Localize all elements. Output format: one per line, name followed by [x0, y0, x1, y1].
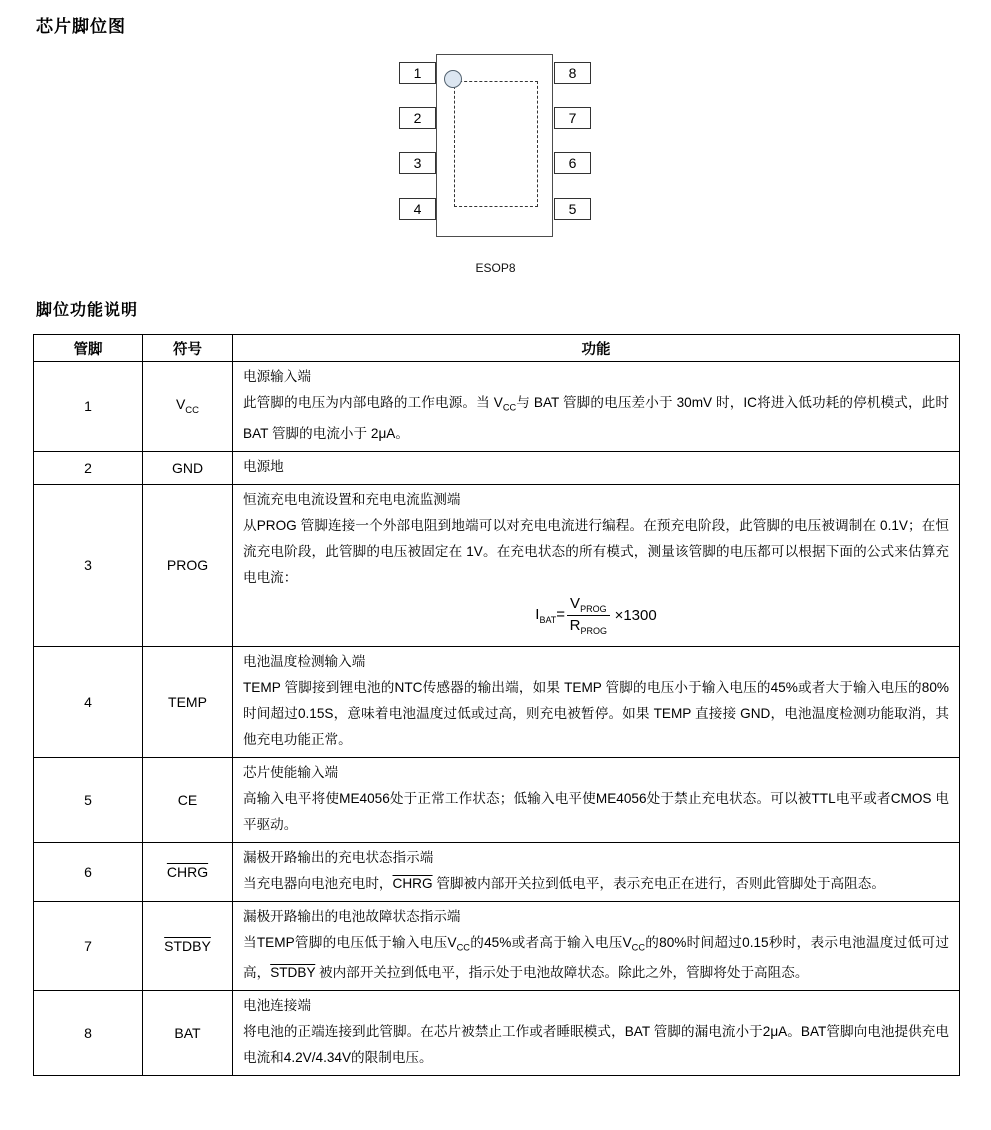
pin-number-cell: 8	[34, 991, 143, 1076]
function-description: 从PROG 管脚连接一个外部电阻到地端可以对充电电流进行编程。在预充电阶段，此管脚的电压被调制在 0.1V；在恒流充电阶段，此管脚的电压被固定在 1V。在充电状态的所有模式，测量该管脚的电压都可以根据下面的公式来估算充电电流：	[243, 517, 949, 585]
function-title: 漏极开路输出的充电状态指示端	[243, 849, 434, 865]
pin-box-4	[399, 198, 436, 220]
overline-signal-name: CHRG	[392, 875, 433, 891]
pin-symbol-cell	[143, 901, 233, 991]
pin-symbol-cell: BAT	[143, 991, 233, 1076]
function-description: 高输入电平将使ME4056处于正常工作状态；低输入电平使ME4056处于禁止充电状态。可以被TTL电平或者CMOS 电平驱动。	[243, 790, 949, 832]
table-row-pin-7	[34, 901, 960, 991]
section-title: 脚位功能说明	[36, 302, 139, 319]
pin-number: 4	[413, 201, 422, 217]
column-header-0: 管脚	[34, 335, 143, 362]
subscript-text: PROG	[580, 603, 607, 614]
pin-number: 2	[413, 110, 422, 126]
pin-number-cell: 7	[34, 901, 143, 991]
table-row-pin-8	[34, 991, 960, 1076]
function-title: 电源输入端	[243, 369, 311, 384]
pin-function-cell	[233, 362, 960, 452]
column-header-1: 符号	[143, 335, 233, 362]
function-title: 电源地	[243, 458, 284, 474]
pin-function-cell	[233, 757, 960, 842]
formula-expression: $I_{BAT}=$ $\frac{V_{PROG}}{R_{PROG}}$ ×1300	[535, 594, 657, 636]
pin-box-8	[554, 62, 591, 84]
overline-signal-name: STDBY	[164, 938, 211, 955]
pin-symbol-cell: GND	[143, 451, 233, 484]
pin-number: 8	[568, 65, 577, 81]
charge-current-formula	[243, 595, 949, 636]
pin-number-cell: 4	[34, 646, 143, 757]
subscript-text: CC	[631, 942, 646, 953]
function-title: 恒流充电电流设置和充电电流监测端	[243, 491, 461, 507]
package-caption: ESOP8	[475, 261, 516, 275]
exposed-pad-outline	[454, 81, 538, 207]
pin-box-5	[554, 198, 591, 220]
pin1-indicator-dot	[444, 70, 462, 88]
function-title: 电池连接端	[243, 998, 311, 1014]
pin-number-cell: 5	[34, 757, 143, 842]
pin-number-cell: 6	[34, 842, 143, 901]
table-row-pin-6	[34, 842, 960, 901]
pin-function-cell	[233, 901, 960, 991]
pin-symbol-cell: TEMP	[143, 646, 233, 757]
pin-number: 3	[413, 155, 422, 171]
subscript-text: PROG	[580, 625, 607, 636]
pin-function-cell	[233, 991, 960, 1076]
pin-number: 7	[568, 110, 577, 126]
table-row-pin-5	[34, 757, 960, 842]
page-title: 芯片脚位图	[36, 17, 126, 36]
table-row-pin-4	[34, 646, 960, 757]
function-description: 当TEMP管脚的电压低于输入电压$V_{CC}$的45%或者高于输入电压$V_{CC}$的80%时间超过0.15秒时，表示电池温度过低可过高，STDBY 被内部开关拉到低电平，指示处于电池故障状态。除此之外，管脚将处于高阻态。	[243, 934, 949, 981]
column-header-2: 功能	[233, 335, 960, 362]
pin-function-cell	[233, 842, 960, 901]
function-description: TEMP 管脚接到锂电池的NTC传感器的输出端，如果 TEMP 管脚的电压小于输入电压的45%或者大于输入电压的80%时间超过0.15S，意味着电池温度过低或过高，则充电被暂停。如果 TEMP 直接接 GND，电池温度检测功能取消，其他充电功能正常。	[243, 679, 949, 747]
pin-number: 6	[568, 155, 577, 171]
subscript-text: CC	[185, 405, 200, 417]
pin-function-table	[33, 334, 960, 1076]
pin-number-cell: 1	[34, 362, 143, 452]
function-title: 漏极开路输出的电池故障状态指示端	[243, 908, 461, 924]
pin-symbol-cell	[143, 842, 233, 901]
table-row-pin-3	[34, 484, 960, 646]
pin-symbol-cell: CE	[143, 757, 233, 842]
pin-number-cell: 3	[34, 484, 143, 646]
pin-box-1	[399, 62, 436, 84]
chip-pinout-diagram	[399, 49, 592, 245]
subscript-text: BAT	[539, 614, 557, 625]
pin-box-2	[399, 107, 436, 129]
pin-symbol-cell: $V_{CC}$	[143, 362, 233, 452]
function-description: 此管脚的电压为内部电路的工作电源。当 $V_{CC}$与 BAT 管脚的电压差小于 30mV 时，IC将进入低功耗的停机模式，此时 BAT 管脚的电流小于 2μA。	[243, 395, 949, 441]
pin-number-cell: 2	[34, 451, 143, 484]
subscript-text: CC	[456, 942, 470, 953]
function-description: 当充电器向电池充电时，CHRG 管脚被内部开关拉到低电平，表示充电正在进行，否则此管脚处于高阻态。	[243, 875, 885, 891]
pin-box-7	[554, 107, 591, 129]
pin-function-cell	[233, 451, 960, 484]
table-header	[34, 335, 960, 362]
table-body	[34, 362, 960, 1076]
pin-box-6	[554, 152, 591, 174]
function-title: 芯片使能输入端	[243, 764, 339, 780]
pin-number: 1	[413, 65, 422, 81]
table-row-pin-2	[34, 451, 960, 484]
pin-function-cell	[233, 646, 960, 757]
overline-signal-name: STDBY	[270, 965, 316, 981]
table-header-row	[34, 335, 960, 362]
overline-signal-name: CHRG	[166, 863, 209, 880]
function-description: 将电池的正端连接到此管脚。在芯片被禁止工作或者睡眠模式，BAT 管脚的漏电流小于2μA。BAT管脚向电池提供充电电流和4.2V/4.34V的限制电压。	[243, 1024, 949, 1066]
pin-symbol-cell: PROG	[143, 484, 233, 646]
pin-number: 5	[568, 201, 577, 217]
pin-box-3	[399, 152, 436, 174]
table-row-pin-1	[34, 362, 960, 452]
function-title: 电池温度检测输入端	[243, 653, 366, 669]
subscript-text: CC	[502, 402, 517, 413]
pin-function-cell	[233, 484, 960, 646]
